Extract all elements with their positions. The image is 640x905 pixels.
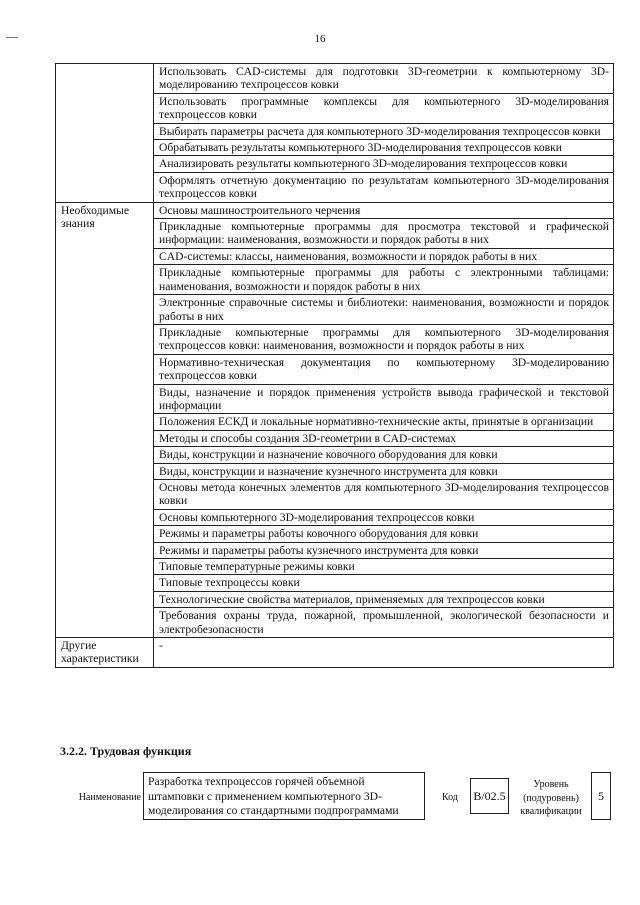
competency-table bbox=[55, 63, 614, 668]
skill-item: Использовать программные комплексы для компьютерного 3D-моделирования техпроцессов ковки bbox=[154, 93, 614, 123]
skill-item: Выбирать параметры расчета для компьютерного 3D-моделирования техпроцессов ковки bbox=[154, 123, 614, 139]
knowledge-item: Прикладные компьютерные программы для работы с электронными таблицами: наименования, возможности и порядок работы в них bbox=[154, 265, 614, 295]
knowledge-item: Основы машиностроительного черчения bbox=[154, 202, 614, 218]
knowledge-item: Прикладные компьютерные программы для просмотра текстовой и графической информации: наименования, возможности и порядок работы в них bbox=[154, 219, 614, 249]
qualification-level-box: 5 bbox=[591, 772, 611, 820]
section-title: 3.2.2. Трудовая функция bbox=[60, 744, 192, 758]
knowledge-item: Типовые температурные режимы ковки bbox=[154, 559, 614, 575]
competency-table-body bbox=[56, 64, 614, 668]
knowledge-item: Виды, назначение и порядок применения устройств вывода графической и текстовой информации bbox=[154, 384, 614, 414]
knowledge-item: Основы метода конечных элементов для компьютерного 3D-моделирования техпроцессов ковки bbox=[154, 479, 614, 509]
labor-function-header bbox=[55, 772, 615, 832]
knowledge-item: Требования охраны труда, пожарной, промышленной, экологической безопасности и электробезопасности bbox=[154, 608, 614, 638]
knowledge-item: Прикладные компьютерные программы для компьютерного 3D-моделирования техпроцессов ковки: наименования, возможности и порядок работы в них bbox=[154, 324, 614, 354]
skills-label-cell bbox=[56, 64, 154, 203]
skill-item: Анализировать результаты компьютерного 3D-моделирования техпроцессов ковки bbox=[154, 156, 614, 172]
knowledge-item: Основы компьютерного 3D-моделирования техпроцессов ковки bbox=[154, 509, 614, 525]
knowledge-item: Виды, конструкции и назначение ковочного оборудования для ковки bbox=[154, 447, 614, 463]
knowledge-item: Режимы и параметры работы кузнечного инструмента для ковки bbox=[154, 542, 614, 558]
knowledge-item: Нормативно-техническая документация по компьютерному 3D-моделированию техпроцессов ковки bbox=[154, 354, 614, 384]
knowledge-item: Методы и способы создания 3D-геометрии в CAD-системах bbox=[154, 430, 614, 446]
other-value: - bbox=[154, 638, 614, 668]
knowledge-item: CAD-системы: классы, наименования, возможности и порядок работы в них bbox=[154, 248, 614, 264]
knowledge-item: Положения ЕСКД и локальные нормативно-технические акты, принятые в организации bbox=[154, 414, 614, 430]
knowledge-item: Виды, конструкции и назначение кузнечного инструмента для ковки bbox=[154, 463, 614, 479]
skill-item: Оформлять отчетную документацию по результатам компьютерного 3D-моделирования техпроцессов ковки bbox=[154, 172, 614, 202]
other-label: Другие характеристики bbox=[56, 638, 154, 668]
function-name-box: Разработка техпроцессов горячей объемной штамповки с применением компьютерного 3D-моделирования со стандартными подпрограммами bbox=[143, 772, 425, 820]
knowledge-item: Типовые техпроцессы ковки bbox=[154, 575, 614, 591]
function-code-box: В/02.5 bbox=[470, 778, 509, 814]
page-number: 16 bbox=[314, 33, 326, 45]
knowledge-item: Электронные справочные системы и библиотеки: наименования, возможности и порядок работы в них bbox=[154, 295, 614, 325]
qualification-level-label: Уровень (подуровень) квалификации bbox=[520, 779, 582, 817]
knowledge-item: Технологические свойства материалов, применяемых для техпроцессов ковки bbox=[154, 591, 614, 607]
table-row bbox=[56, 202, 614, 218]
code-label: Код bbox=[442, 792, 458, 803]
skill-item: Обрабатывать результаты компьютерного 3D-моделирования техпроцессов ковки bbox=[154, 140, 614, 156]
skill-item: Использовать CAD-системы для подготовки 3D-геометрии к компьютерному 3D-моделированию техпроцессов ковки bbox=[154, 64, 614, 94]
table-row bbox=[56, 64, 614, 94]
name-label: Наименование bbox=[78, 792, 141, 803]
table-row bbox=[56, 638, 614, 668]
knowledge-item: Режимы и параметры работы ковочного оборудования для ковки bbox=[154, 526, 614, 542]
knowledge-label: Необходимые знания bbox=[56, 202, 154, 637]
